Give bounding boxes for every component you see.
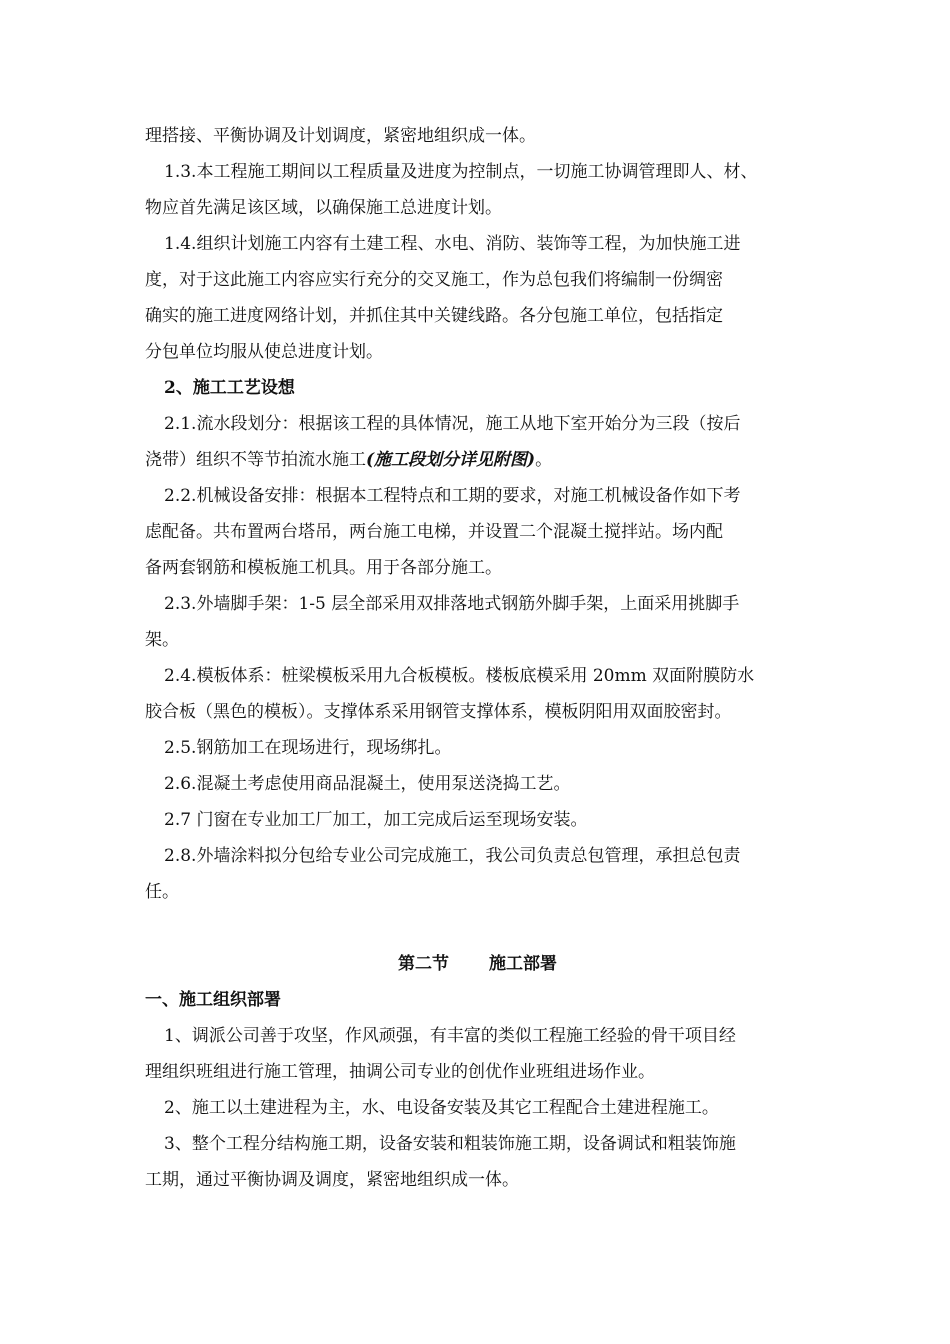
- item-2: 2、施工以土建进程为主，水、电设备安装及其它工程配合土建进程施工。: [164, 1098, 719, 1118]
- paragraph-2-3-line-1: 2.3.外墙脚手架：1-5 层全部采用双排落地式钢筋外脚手架，上面采用挑脚手: [164, 594, 740, 614]
- paragraph-2-8-line-1: 2.8.外墙涂料拟分包给专业公司完成施工，我公司负责总包管理，承担总包责: [164, 846, 741, 866]
- document-page: [145, 118, 810, 1198]
- paragraph-2-1-end: 。: [535, 450, 553, 470]
- paragraph-2-1-line-1: 2.1.流水段划分：根据该工程的具体情况，施工从地下室开始分为三段（按后: [164, 414, 741, 434]
- paragraph-2-6: 2.6.混凝土考虑使用商品混凝土，使用泵送浇捣工艺。: [164, 774, 571, 794]
- paragraph-2-1-text: 浇带）组织不等节拍流水施工: [145, 450, 366, 470]
- paragraph-1-4-line-3: 确实的施工进度网络计划，并抓住其中关键线路。各分包施工单位，包括指定: [145, 306, 723, 326]
- paragraph-2-4-line-2: 胶合板（黑色的模板）。支撑体系采用钢管支撑体系，模板阴阳用双面胶密封。: [145, 702, 732, 722]
- section-spacer: [145, 910, 810, 946]
- paragraph-2-1-line-2: [145, 442, 810, 478]
- section-number: 第二节: [398, 954, 449, 974]
- paragraph-1-4-line-4: 分包单位均服从使总进度计划。: [145, 342, 383, 362]
- paragraph-2-5: 2.5.钢筋加工在现场进行，现场绑扎。: [164, 738, 452, 758]
- paragraph-2-1-emphasis: (施工段划分详见附图): [366, 450, 536, 470]
- heading-construction-process: 2、施工工艺设想: [164, 378, 295, 398]
- paragraph-1-3-line-1: 1.3.本工程施工期间以工程质量及进度为控制点，一切施工协调管理即人、材、: [164, 162, 758, 182]
- section-heading: [145, 946, 810, 982]
- paragraph-2-4-line-1: 2.4.模板体系：桩梁模板采用九合板模板。楼板底模采用 20mm 双面附膜防水: [164, 666, 755, 686]
- paragraph-2-3-line-2: 架。: [145, 630, 179, 650]
- paragraph-2-2-line-2: 虑配备。共布置两台塔吊，两台施工电梯，并设置二个混凝土搅拌站。场内配: [145, 522, 723, 542]
- section-title: 施工部署: [489, 954, 557, 974]
- paragraph-continuation: 理搭接、平衡协调及计划调度，紧密地组织成一体。: [145, 126, 536, 146]
- heading-construction-organization: 一、施工组织部署: [145, 990, 281, 1010]
- paragraph-1-4-line-2: 度，对于这此施工内容应实行充分的交叉施工，作为总包我们将编制一份绸密: [145, 270, 723, 290]
- item-3-line-1: 3、整个工程分结构施工期，设备安装和粗装饰施工期，设备调试和粗装饰施: [164, 1134, 736, 1154]
- paragraph-2-2-line-3: 备两套钢筋和模板施工机具。用于各部分施工。: [145, 558, 502, 578]
- item-3-line-2: 工期，通过平衡协调及调度，紧密地组织成一体。: [145, 1170, 519, 1190]
- paragraph-2-8-line-2: 任。: [145, 882, 179, 902]
- paragraph-2-2-line-1: 2.2.机械设备安排：根据本工程特点和工期的要求，对施工机械设备作如下考: [164, 486, 741, 506]
- item-1-line-1: 1、调派公司善于攻坚，作风顽强，有丰富的类似工程施工经验的骨干项目经: [164, 1026, 736, 1046]
- item-1-line-2: 理组织班组进行施工管理，抽调公司专业的创优作业班组进场作业。: [145, 1062, 655, 1082]
- paragraph-2-7: 2.7 门窗在专业加工厂加工，加工完成后运至现场安装。: [164, 810, 588, 830]
- paragraph-1-3-line-2: 物应首先满足该区域，以确保施工总进度计划。: [145, 198, 502, 218]
- paragraph-1-4-line-1: 1.4.组织计划施工内容有土建工程、水电、消防、装饰等工程，为加快施工进: [164, 234, 741, 254]
